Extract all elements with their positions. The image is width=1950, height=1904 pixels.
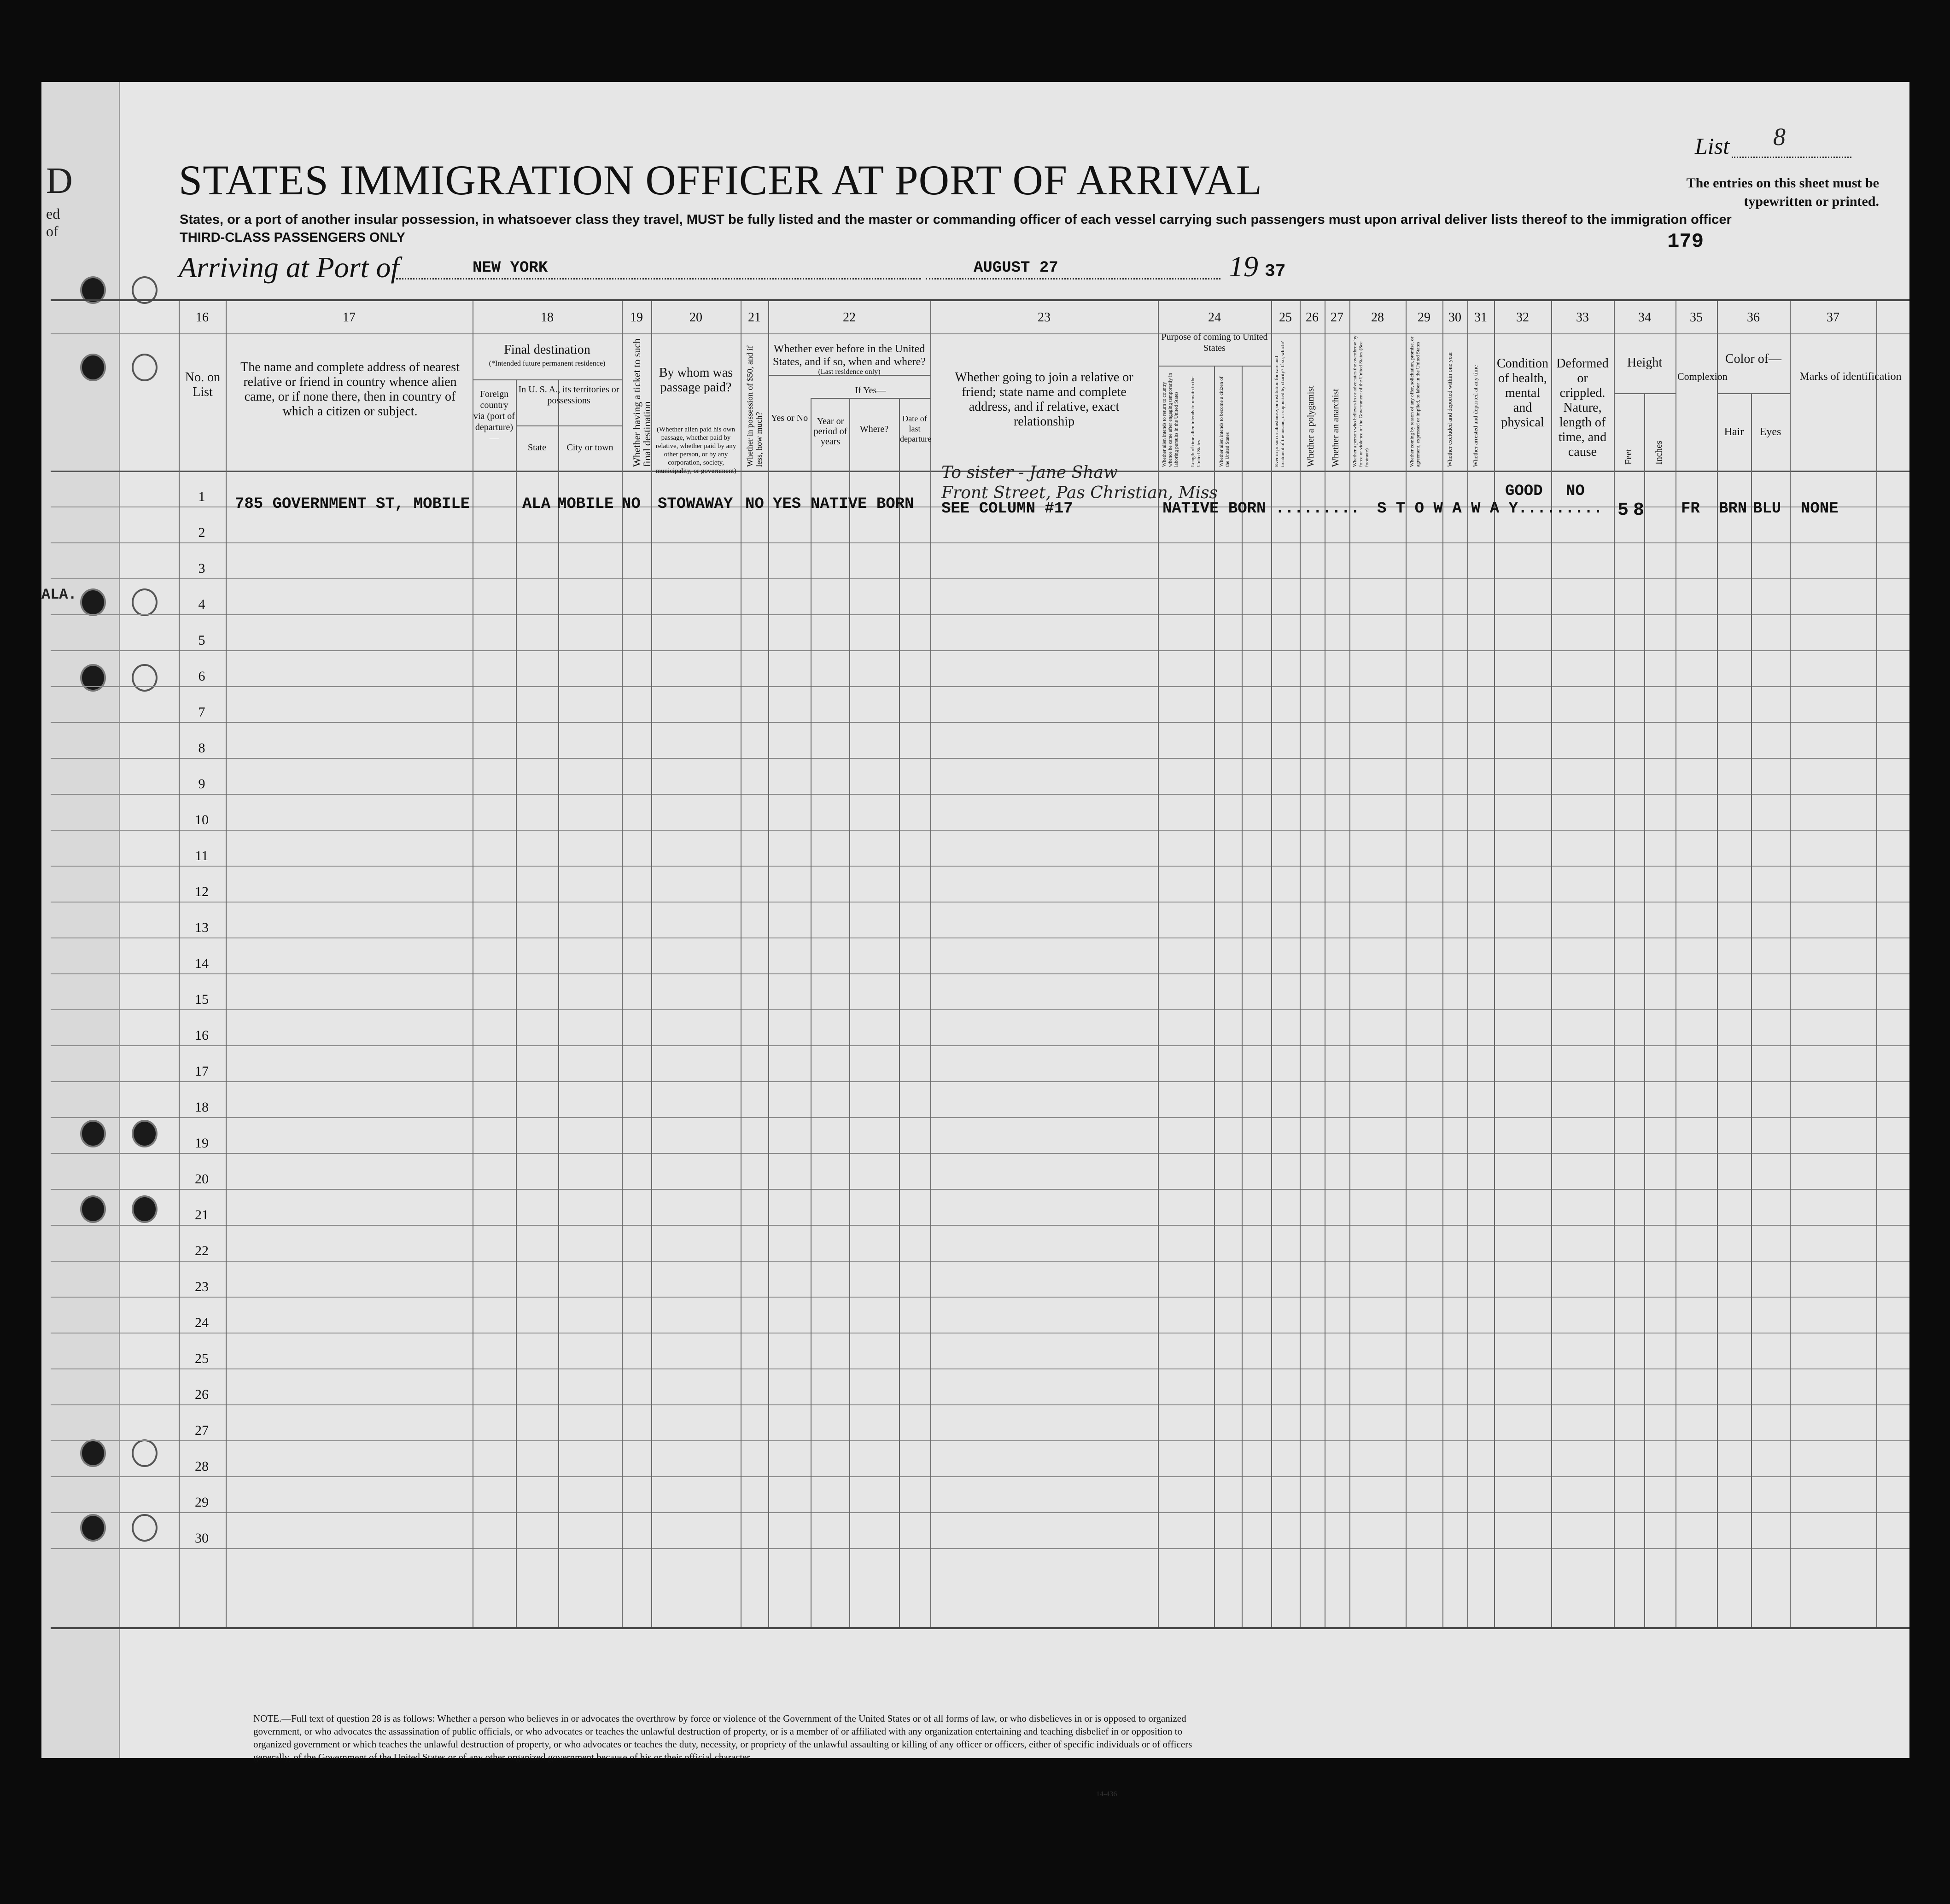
column-number: 19 <box>630 310 643 325</box>
row-number: 19 <box>195 1135 209 1151</box>
subheader-rule <box>473 379 622 380</box>
column-rule <box>1751 393 1752 1627</box>
row-rule <box>51 1081 1909 1082</box>
row-rule <box>51 794 1909 795</box>
column-header-passage-paid: By whom was passage paid? <box>659 366 733 395</box>
column-header-polygamist: Whether a polygamist <box>1306 385 1316 467</box>
column-header-fifty-dollars: Whether in possession of $50, and if less, how much? <box>745 345 764 467</box>
list-dotted-line <box>1732 157 1851 158</box>
column-rule <box>1790 301 1791 1627</box>
entry-deformed: NO <box>1566 483 1585 500</box>
manifest-page <box>41 82 1909 1798</box>
row-number: 16 <box>195 1028 209 1043</box>
column-header-purpose: Purpose of coming to United States <box>1161 332 1268 353</box>
row-number: 9 <box>198 776 205 792</box>
column-number: 33 <box>1576 310 1589 325</box>
margin-text-1: ed <box>46 205 60 222</box>
row-number: 11 <box>195 848 209 863</box>
column-header-join-relative: Whether going to join a relative or friend; state name and complete address, and if relative, exact relationship <box>955 370 1133 429</box>
column-rule <box>1214 366 1215 1627</box>
arrival-date-value: AUGUST 27 <box>974 259 1058 277</box>
passenger-class-line: THIRD-CLASS PASSENGERS ONLY <box>180 230 405 245</box>
row-number: 23 <box>195 1279 209 1294</box>
column-note-last-residence: (Last residence only) <box>818 368 881 376</box>
column-header-purpose-length: Length of time alien intends to remain in the United States <box>1190 376 1202 467</box>
date-dotted-line <box>926 278 1220 279</box>
column-header-color-of: Color of— <box>1725 352 1782 366</box>
column-header-height: Height <box>1627 355 1663 370</box>
subheader-rule <box>811 398 930 399</box>
column-header-city: City or town <box>566 443 613 453</box>
column-number: 27 <box>1331 310 1343 325</box>
column-header-marks: Marks of identification <box>1799 371 1902 383</box>
manifest-table <box>51 299 1909 1629</box>
row-rule <box>51 937 1909 938</box>
column-header-hair: Hair <box>1724 426 1744 438</box>
column-rule <box>768 301 769 1627</box>
row-number: 17 <box>195 1064 209 1079</box>
column-header-prison: Ever in prison or almshouse, or institution for care and treatment of the insane, or supported by charity? If so, which? <box>1274 341 1285 467</box>
column-rule <box>899 398 900 1627</box>
form-number: 14-436 <box>1096 1790 1117 1798</box>
column-header-no-on-list: No. on List <box>185 370 221 399</box>
column-number: 35 <box>1690 310 1703 325</box>
column-header-inches: Inches <box>1654 440 1664 465</box>
column-header-deformed: Deformed or crippled. Nature, length of time, and cause <box>1556 356 1609 459</box>
row-number: 1 <box>198 489 205 504</box>
column-header-purpose-return: Whether alien intends to return to country whence he came after engaging temporarily in laboring pursuits in the United States <box>1162 373 1179 467</box>
entry-period: NATIVE BORN <box>811 495 914 513</box>
column-header-ticket: Whether having a ticket to such final destination <box>631 338 653 467</box>
column-rule <box>811 398 812 1627</box>
column-number: 23 <box>1038 310 1051 325</box>
row-number: 12 <box>195 884 209 899</box>
column-header-foreign-country: Foreign country via (port of departure)— <box>473 389 515 443</box>
row-number: 8 <box>198 740 205 756</box>
column-rule <box>1717 301 1718 1627</box>
column-header-state: State <box>528 443 546 453</box>
row-rule <box>51 830 1909 831</box>
row-rule <box>51 902 1909 903</box>
port-value: NEW YORK <box>473 259 548 277</box>
margin-text-2: of <box>46 223 58 239</box>
column-rule <box>1614 301 1615 1627</box>
column-number: 29 <box>1418 310 1430 325</box>
row-rule <box>51 973 1909 974</box>
row-number: 6 <box>198 669 205 684</box>
entry-inches: 8 <box>1633 500 1645 521</box>
header-instruction-line: States, or a port of another insular possession, in whatsoever class they travel, MUST be fully listed and the master or commanding officer of each vessel carrying such passengers must upon arrival deliver lists thereof to the immigration officer <box>180 212 1732 227</box>
column-header-complexion: Complexion <box>1677 371 1728 382</box>
column-rule <box>930 301 931 1627</box>
sheet-number: 179 <box>1667 230 1704 253</box>
column-number: 31 <box>1474 310 1487 325</box>
column-rule <box>1242 366 1243 1627</box>
row-number: 28 <box>195 1459 209 1474</box>
column-header-if-yes: If Yes— <box>855 385 886 396</box>
row-number: 13 <box>195 920 209 935</box>
list-number: 8 <box>1773 123 1786 151</box>
footnote: NOTE.—Full text of question 28 is as follows: Whether a person who believes in or advocates the overthrow by force or violence of the Government of the United States or of all forms of law, or who disbelieves in or is opposed to organized government, or who advocates the assassination of public officials, or who advocates or teaches the unlawful destruction of property, or is a member of or affiliated with any organization entertaining and teaching disbelief in or opposition to organized government or which teaches the unlawful destruction of property, or who advocates or teaches the duty, necessity, or propriety of the unlawful assaulting or killing of any officer or officers, either of specific individuals or of officers generally, of the Government of the United States or of any other organized government because of his or their official character. <box>253 1713 1192 1763</box>
column-number: 22 <box>843 310 856 325</box>
row-rule <box>51 758 1909 759</box>
entry-feet: 5 <box>1617 500 1629 521</box>
row-number: 26 <box>195 1387 209 1402</box>
column-rule <box>849 398 850 1627</box>
row-number: 14 <box>195 956 209 971</box>
column-rule <box>226 301 227 1627</box>
typewritten-instruction: The entries on this sheet must be typewritten or printed. <box>1686 175 1879 209</box>
column-rule <box>1876 301 1877 1627</box>
subheader-rule <box>516 425 622 426</box>
column-header-feet: Feet <box>1623 448 1634 465</box>
row-number: 10 <box>195 812 209 827</box>
row-rule <box>51 1297 1909 1298</box>
row-number: 4 <box>198 597 205 612</box>
entry-state: ALA <box>522 495 551 513</box>
column-note-passage-paid: (Whether alien paid his own passage, whether paid by relative, whether paid by any other person, or by any corporation, society, municipality, or government) <box>655 426 736 475</box>
row-rule <box>51 1153 1909 1154</box>
entry-eyes: BLU <box>1753 500 1781 518</box>
column-header-in-usa: In U. S. A., its territories or possessions <box>518 384 619 406</box>
column-number: 17 <box>343 310 356 325</box>
column-header-purpose-citizen: Whether alien intends to become a citizen of the United States <box>1219 376 1230 467</box>
row-number: 29 <box>195 1495 209 1510</box>
entry-city: MOBILE <box>557 495 614 513</box>
row-rule <box>51 1476 1909 1477</box>
row-rule <box>51 1404 1909 1405</box>
entry-ticket: NO <box>622 495 641 513</box>
column-number: 37 <box>1827 310 1839 325</box>
entry-fifty-dollars: NO <box>745 495 764 513</box>
row-rule <box>51 1512 1909 1513</box>
row-rule <box>51 1117 1909 1118</box>
entry-join-handwritten-1: To sister - Jane Shaw <box>941 463 1118 482</box>
column-header-labor-offer: Whether coming by reason of any offer, solicitation, promise, or agreement, expressed or implied, to labor in the United States <box>1409 337 1421 467</box>
column-header-final-destination: Final destination <box>504 343 590 357</box>
arriving-at-port-label: Arriving at Port of <box>179 251 399 284</box>
row-rule <box>51 1225 1909 1226</box>
row-rule <box>51 866 1909 867</box>
row-number: 25 <box>195 1351 209 1366</box>
row-rule <box>51 650 1909 651</box>
row-rule <box>51 1009 1909 1010</box>
entry-ever-before: YES <box>773 495 801 513</box>
year-suffix: 37 <box>1265 262 1286 281</box>
row-number: 30 <box>195 1531 209 1546</box>
subheader-rule <box>1614 393 1676 394</box>
entry-join-typed: SEE COLUMN #17 <box>941 500 1073 518</box>
column-header-ever-before: Whether ever before in the United States, and if so, when and where? <box>773 343 926 368</box>
row-rule <box>51 614 1909 615</box>
column-number: 30 <box>1448 310 1461 325</box>
page-title: STATES IMMIGRATION OFFICER AT PORT OF ARRIVAL <box>179 157 1262 204</box>
column-rule <box>651 301 652 1627</box>
column-rule <box>516 379 517 1627</box>
column-header-anarchist: Whether an anarchist <box>1331 389 1341 467</box>
column-number: 21 <box>748 310 761 325</box>
column-header-yes-or-no: Yes or No <box>771 413 808 423</box>
column-header-eyes: Eyes <box>1759 426 1781 438</box>
port-dotted-line <box>396 278 921 279</box>
column-header-excluded: Whether excluded and deported within one year <box>1446 352 1453 467</box>
row-rule <box>51 1189 1909 1190</box>
column-header-period: Year or period of years <box>813 416 847 447</box>
entry-relative-address: 785 GOVERNMENT ST, MOBILE <box>235 495 470 513</box>
column-rule <box>179 301 180 1627</box>
column-number: 34 <box>1638 310 1651 325</box>
row-number: 21 <box>195 1207 209 1223</box>
column-number: 25 <box>1279 310 1292 325</box>
column-header-health: Condition of health, mental and physical <box>1496 356 1548 430</box>
entry-join-handwritten-2: Front Street, Pas Christian, Miss <box>941 483 1218 502</box>
row-number: 20 <box>195 1171 209 1187</box>
row-number: 15 <box>195 992 209 1007</box>
row-number: 27 <box>195 1423 209 1438</box>
column-number: 36 <box>1747 310 1760 325</box>
entry-purpose: NATIVE BORN ......... <box>1162 500 1360 518</box>
row-rule <box>51 578 1909 579</box>
column-rule <box>558 379 559 1627</box>
row-number: 24 <box>195 1315 209 1330</box>
row-number: 3 <box>198 561 205 576</box>
row-rule <box>51 1548 1909 1549</box>
row-rule <box>51 542 1909 543</box>
row-rule <box>51 1440 1909 1441</box>
entry-hair: BRN <box>1719 500 1747 518</box>
column-number: 20 <box>689 310 702 325</box>
entry-passage-paid: STOWAWAY <box>658 495 733 513</box>
column-header-arrested: Whether arrested and deported at any time <box>1472 365 1479 467</box>
column-note-final-destination: (*Intended future permanent residence) <box>489 360 606 367</box>
row-number: 5 <box>198 633 205 648</box>
row-rule <box>51 686 1909 687</box>
column-header-overthrow: Whether a person who believes in or advocates the overthrow by force or violence of the Government of the United States (See footnote) <box>1352 335 1370 467</box>
entry-complexion: FR <box>1681 500 1700 518</box>
column-number-rule <box>51 333 1909 334</box>
list-label: List <box>1695 133 1730 159</box>
row-rule <box>51 1045 1909 1046</box>
column-number: 26 <box>1306 310 1319 325</box>
column-header-relative-address: The name and complete address of nearest relative or friend in country whence alien came, or if none there, then in country of which a citizen or subject. <box>240 360 460 419</box>
margin-letter: D <box>46 161 73 201</box>
row-rule <box>51 722 1909 723</box>
margin-row1-text: ALA. <box>41 586 77 603</box>
row-number: 18 <box>195 1100 209 1115</box>
column-number: 32 <box>1516 310 1529 325</box>
column-number: 16 <box>196 310 209 325</box>
subheader-rule <box>1717 393 1790 394</box>
column-number: 24 <box>1208 310 1221 325</box>
entry-stowaway: S T O W A W A Y......... <box>1377 500 1603 518</box>
row-number: 22 <box>195 1243 209 1258</box>
entry-marks: NONE <box>1801 500 1839 518</box>
column-header-where: Where? <box>859 424 889 434</box>
column-number: 18 <box>541 310 554 325</box>
row-rule <box>51 1261 1909 1262</box>
column-rule <box>1644 393 1645 1627</box>
column-number: 28 <box>1371 310 1384 325</box>
row-rule <box>51 1368 1909 1369</box>
year-prefix: 19 <box>1229 250 1258 283</box>
row-number: 7 <box>198 705 205 720</box>
subheader-rule <box>1158 366 1271 367</box>
column-header-last-departure: Date of last departure <box>900 414 931 443</box>
row-number: 2 <box>198 525 205 540</box>
entry-health: GOOD <box>1505 483 1543 500</box>
